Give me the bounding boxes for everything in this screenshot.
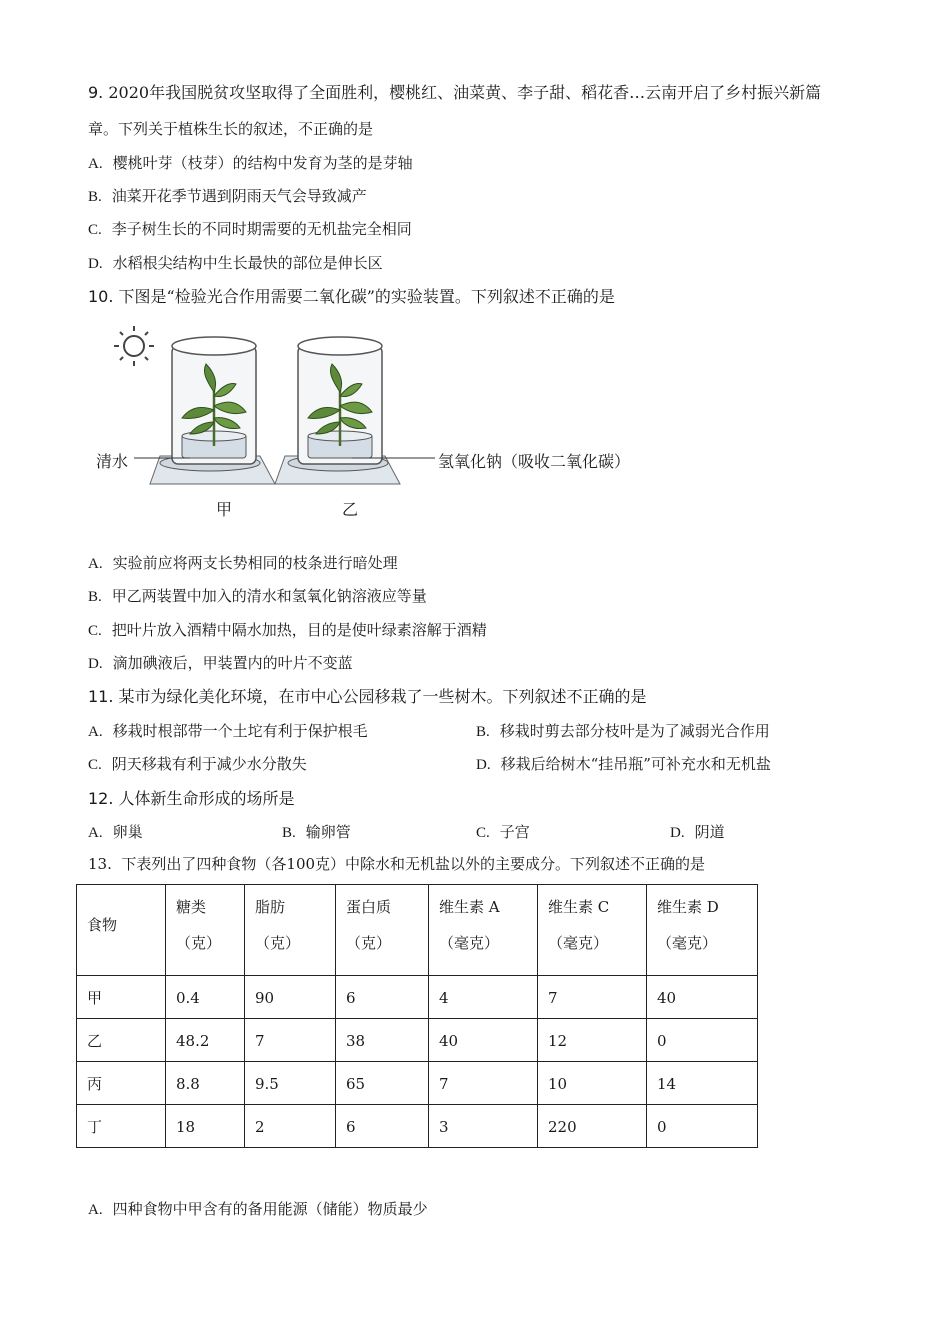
q12-option-b: B. 输卵管: [282, 823, 351, 841]
device-yi: [275, 337, 400, 484]
table-cell: 7: [429, 1062, 538, 1105]
q12-option-c: C. 子宫: [476, 823, 530, 841]
q11-option-b: B. 移栽时剪去部分枝叶是为了减弱光合作用: [476, 722, 770, 740]
q9-option-b: B. 油菜开花季节遇到阴雨天气会导致减产: [88, 187, 367, 205]
experiment-figure: [90, 318, 670, 528]
table-cell: 9.5: [245, 1062, 336, 1105]
q9-option-d: D. 水稻根尖结构中生长最快的部位是伸长区: [88, 254, 383, 272]
label-water: 清水: [96, 452, 129, 471]
q10-option-c: C. 把叶片放入酒精中隔水加热，目的是使叶绿素溶解于酒精: [88, 621, 487, 639]
q12-stem-text: . 人体新生命形成的场所是: [108, 789, 295, 808]
table-cell: 6: [336, 1105, 429, 1148]
table-cell: 0.4: [166, 976, 245, 1019]
q9-option-c: C. 李子树生长的不同时期需要的无机盐完全相同: [88, 220, 412, 238]
q9-option-a: A. 樱桃叶芽（枝芽）的结构中发育为茎的是芽轴: [88, 154, 413, 172]
table-cell: 丁: [77, 1105, 166, 1148]
table-cell: 65: [336, 1062, 429, 1105]
table-cell: 3: [429, 1105, 538, 1148]
table-cell: 4: [429, 976, 538, 1019]
q11-stem: [88, 684, 647, 707]
table-cell: 乙: [77, 1019, 166, 1062]
header-cell: 维生素 D （毫克）: [647, 885, 758, 976]
q12-stem: [88, 786, 295, 809]
table-cell: 6: [336, 976, 429, 1019]
table-cell: 甲: [77, 976, 166, 1019]
table-cell: 14: [647, 1062, 758, 1105]
q13-number: 13.: [88, 855, 112, 873]
q10-stem-text: . 下图是“检验光合作用需要二氧化碳”的实验装置。下列叙述不正确的是: [108, 287, 615, 306]
q10-number: 10: [88, 287, 109, 306]
q9-stem-text: 2020年我国脱贫攻坚取得了全面胜利，樱桃红、油菜黄、李子甜、稻花香…云南开启了乡村振兴新篇: [108, 83, 822, 102]
table-row: [77, 1019, 758, 1062]
table-cell: 丙: [77, 1062, 166, 1105]
table-cell: 40: [429, 1019, 538, 1062]
table-cell: 12: [538, 1019, 647, 1062]
q13-stem: [88, 853, 705, 874]
q11-option-c: C. 阴天移栽有利于减少水分散失: [88, 755, 307, 773]
q11-number: 11: [88, 687, 109, 706]
q9-stem-line2: 章。下列关于植株生长的叙述，不正确的是: [88, 120, 374, 138]
table-cell: 10: [538, 1062, 647, 1105]
device-jia: [150, 337, 275, 484]
header-cell: 食物: [77, 885, 166, 976]
q10-option-a: A. 实验前应将两支长势相同的枝条进行暗处理: [88, 554, 398, 572]
table-cell: 40: [647, 976, 758, 1019]
table-cell: 18: [166, 1105, 245, 1148]
label-yi: 乙: [342, 500, 359, 519]
header-cell: 糖类 （克）: [166, 885, 245, 976]
sun-icon: [114, 326, 154, 366]
table-header-row: [77, 885, 758, 976]
table-row: [77, 976, 758, 1019]
q11-option-d: D. 移栽后给树木“挂吊瓶”可补充水和无机盐: [476, 755, 771, 773]
q11-stem-text: . 某市为绿化美化环境，在市中心公园移栽了一些树木。下列叙述不正确的是: [108, 687, 647, 706]
q10-option-d: D. 滴加碘液后，甲装置内的叶片不变蓝: [88, 654, 353, 672]
q10-stem: [88, 284, 615, 307]
header-cell: 维生素 C （毫克）: [538, 885, 647, 976]
q12-option-d: D. 阴道: [670, 823, 725, 841]
q12-option-a: A. 卵巢: [88, 823, 143, 841]
q11-option-a: A. 移栽时根部带一个土坨有利于保护根毛: [88, 722, 368, 740]
header-cell: 维生素 A （毫克）: [429, 885, 538, 976]
label-jia: 甲: [216, 500, 233, 519]
q10-option-b: B. 甲乙两装置中加入的清水和氢氧化钠溶液应等量: [88, 587, 427, 605]
q12-number: 12: [88, 789, 109, 808]
header-cell: 脂肪 （克）: [245, 885, 336, 976]
table-cell: 220: [538, 1105, 647, 1148]
table-cell: 48.2: [166, 1019, 245, 1062]
table-cell: 0: [647, 1105, 758, 1148]
header-cell: 蛋白质 （克）: [336, 885, 429, 976]
table-cell: 7: [245, 1019, 336, 1062]
table-cell: 38: [336, 1019, 429, 1062]
table-cell: 7: [538, 976, 647, 1019]
q9-stem-line1: [88, 80, 821, 103]
q13-stem-text: 下表列出了四种食物（各100克）中除水和无机盐以外的主要成分。下列叙述不正确的是: [121, 855, 706, 873]
table-cell: 2: [245, 1105, 336, 1148]
table-row: [77, 1105, 758, 1148]
label-naoh: 氢氧化钠（吸收二氧化碳）: [438, 452, 631, 471]
table-cell: 8.8: [166, 1062, 245, 1105]
q9-number: 9.: [88, 83, 104, 102]
table-cell: 0: [647, 1019, 758, 1062]
q13-option-a: A. 四种食物中甲含有的备用能源（储能）物质最少: [88, 1200, 428, 1218]
table-cell: 90: [245, 976, 336, 1019]
food-table: [76, 884, 758, 1148]
table-row: [77, 1062, 758, 1105]
